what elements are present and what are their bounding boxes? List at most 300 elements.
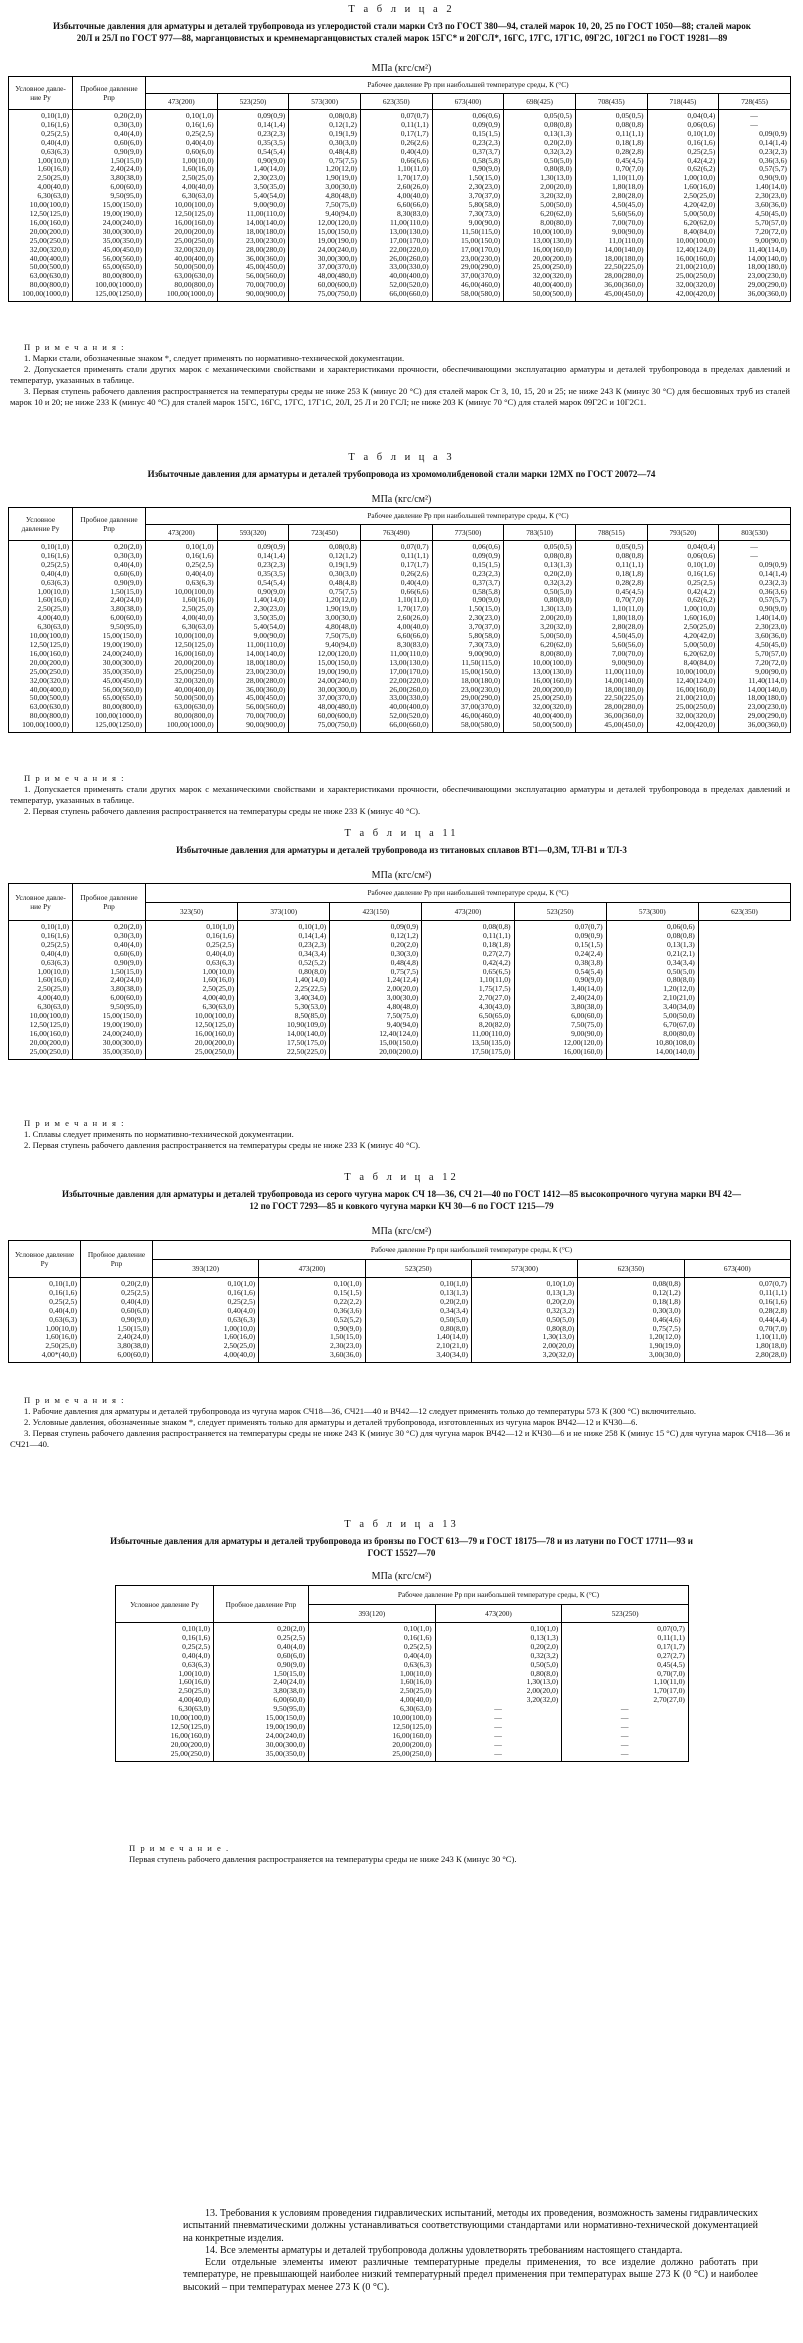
note-item: 3. Первая ступень рабочего давления распространяется на температуры среды не ниже 243 К (минус 30 °С) для чугуна марок ВЧ42—12 и КЧ30—6 и не ниже 258 К (минус 15 °С) для чугуна марок СЧ18—36 и СЧ21—40.: [10, 1428, 790, 1449]
header-temperature: 593(320): [217, 524, 289, 541]
cell-nominal: 25,00(250,0): [9, 1048, 73, 1059]
cell-value: 46,00(460,0): [432, 712, 504, 721]
header-temperature: 393(120): [309, 1604, 436, 1623]
cell-value: 0,09(0,9): [432, 552, 504, 561]
cell-nominal: 2,50(25,0): [9, 1342, 81, 1351]
cell-value: 10,00(100,0): [309, 1714, 436, 1723]
cell-value: 0,14(1,4): [238, 932, 330, 941]
cell-value: 0,14(1,4): [719, 570, 791, 579]
header-working-pressure: Рабочее давление Pр при наибольшей температуре среды, К (°С): [153, 1241, 791, 1260]
cell-nominal: 0,25(2,5): [9, 1298, 81, 1307]
notes-heading: П р и м е ч а н и я :: [24, 773, 126, 783]
cell-value: 40,00(400,0): [504, 712, 576, 721]
cell-value: 0,35(3,5): [217, 570, 289, 579]
cell-value: 0,45(4,5): [575, 588, 647, 597]
cell-nominal: 1,00(10,0): [9, 968, 73, 977]
cell-value: 40,00(400,0): [504, 281, 576, 290]
cell-nominal: 0,16(1,6): [9, 552, 73, 561]
cell-value: 1,70(17,0): [360, 174, 432, 183]
cell-value: 0,09(0,9): [432, 121, 504, 130]
cell-test: 1,50(15,0): [214, 1670, 309, 1679]
cell-value: 0,13(1,3): [365, 1289, 471, 1298]
note-item: 1. Сплавы следует применять по нормативно-технической документации.: [24, 1129, 294, 1139]
cell-value: 11,00(110,0): [360, 219, 432, 228]
cell-value: 32,00(320,0): [146, 246, 218, 255]
cell-value: 7,00(70,0): [575, 650, 647, 659]
cell-value: 0,50(5,0): [435, 1661, 562, 1670]
notes-heading: П р и м е ч а н и е .: [129, 1843, 230, 1853]
cell-nominal: 63,00(630,0): [9, 703, 73, 712]
cell-value: 50,00(500,0): [504, 290, 576, 301]
cell-value: 1,40(14,0): [217, 596, 289, 605]
notes-section: [10, 1395, 790, 1450]
cell-value: 1,24(12,4): [330, 976, 422, 985]
header-test-pressure: Пробное давление Pпр: [73, 77, 146, 110]
header-temperature: 423(150): [330, 902, 422, 921]
header-temperature: 473(200): [435, 1604, 562, 1623]
cell-nominal: 0,25(2,5): [116, 1643, 214, 1652]
cell-value: 18,00(180,0): [217, 659, 289, 668]
cell-value: 9,00(90,0): [432, 650, 504, 659]
cell-test: 19,00(190,0): [73, 641, 146, 650]
cell-nominal: 1,60(16,0): [9, 1333, 81, 1342]
cell-value: 3,50(35,0): [217, 183, 289, 192]
cell-value: 36,00(360,0): [575, 281, 647, 290]
cell-value: 0,10(1,0): [146, 921, 238, 932]
cell-value: 0,90(9,0): [514, 976, 606, 985]
cell-value: 25,00(250,0): [504, 694, 576, 703]
cell-value: 1,50(15,0): [432, 605, 504, 614]
cell-value: 0,12(1,2): [330, 932, 422, 941]
header-temperature: 803(530): [719, 524, 791, 541]
cell-value: 0,13(1,3): [606, 941, 698, 950]
cell-value: 25,00(250,0): [647, 703, 719, 712]
cell-test: 0,20(2,0): [73, 541, 146, 552]
cell-value: 2,30(23,0): [432, 614, 504, 623]
header-test-pressure: Пробное давление Pпр: [73, 508, 146, 541]
cell-value: 0,07(0,7): [684, 1278, 790, 1289]
cell-value: 11,00(110,0): [575, 668, 647, 677]
cell-value: 16,00(160,0): [504, 677, 576, 686]
cell-test: 0,90(9,0): [73, 579, 146, 588]
cell-nominal: 4,00(40,0): [9, 994, 73, 1003]
cell-test: 19,00(190,0): [73, 210, 146, 219]
cell-value: 17,50(175,0): [422, 1048, 514, 1059]
cell-test: 3,80(38,0): [73, 605, 146, 614]
cell-value: 23,00(230,0): [217, 237, 289, 246]
cell-value: 3,70(37,0): [432, 192, 504, 201]
unit-label: МПа (кгс/см²): [371, 494, 432, 505]
cell-value: 2,30(23,0): [217, 605, 289, 614]
cell-value: 0,23(2,3): [217, 561, 289, 570]
cell-test: 0,60(6,0): [73, 139, 146, 148]
table-number: Т а б л и ц а 11: [344, 828, 459, 839]
cell-value: —: [562, 1705, 689, 1714]
final-paragraph: 13. Требования к условиям проведения гидравлических испытаний, методы их проведения, возможность замены гидравлических испытаний пневматическими должны устанавливаться соответствующими стандартами или нормативно-технической документацией на конкретные изделия.: [183, 2208, 758, 2244]
cell-value: 0,08(0,8): [422, 921, 514, 932]
cell-value: 0,11(1,1): [575, 130, 647, 139]
cell-value: —: [562, 1741, 689, 1750]
cell-test: 6,00(60,0): [73, 994, 146, 1003]
cell-value: 0,50(5,0): [504, 588, 576, 597]
cell-value: 0,21(2,1): [606, 950, 698, 959]
cell-test: 2,40(24,0): [214, 1678, 309, 1687]
cell-value: 5,00(50,0): [606, 1012, 698, 1021]
cell-test: 6,00(60,0): [81, 1351, 153, 1362]
cell-value: 8,40(84,0): [647, 228, 719, 237]
cell-value: 0,90(9,0): [432, 596, 504, 605]
cell-value: 5,80(58,0): [432, 201, 504, 210]
cell-value: 0,63(6,3): [309, 1661, 436, 1670]
cell-value: 9,00(90,0): [575, 659, 647, 668]
cell-value: 0,34(3,4): [606, 959, 698, 968]
cell-value: 60,00(600,0): [289, 281, 361, 290]
cell-value: 0,12(1,2): [578, 1289, 684, 1298]
cell-value: 0,32(3,2): [471, 1307, 577, 1316]
cell-value: 6,20(62,0): [504, 210, 576, 219]
cell-value: 0,75(7,5): [289, 588, 361, 597]
cell-value: 0,06(0,6): [647, 121, 719, 130]
cell-value: 1,00(10,0): [647, 174, 719, 183]
cell-value: 17,50(175,0): [238, 1039, 330, 1048]
cell-value: 14,00(140,0): [217, 219, 289, 228]
header-temperature: 623(350): [578, 1259, 684, 1278]
cell-test: 19,00(190,0): [73, 1021, 146, 1030]
header-temperature: 473(200): [146, 524, 218, 541]
header-temperature: 393(120): [153, 1259, 259, 1278]
cell-value: 1,00(10,0): [146, 968, 238, 977]
cell-value: 0,16(1,6): [146, 121, 218, 130]
cell-test: 80,00(800,0): [73, 272, 146, 281]
header-test-pressure: Пробное давление Pпр: [73, 884, 146, 921]
cell-nominal: 4,00*(40,0): [9, 1351, 81, 1362]
cell-value: 22,00(220,0): [360, 677, 432, 686]
cell-value: 0,25(2,5): [146, 130, 218, 139]
cell-test: 6,00(60,0): [73, 614, 146, 623]
cell-test: 125,00(1250,0): [73, 721, 146, 732]
cell-value: 11,0(110,0): [575, 237, 647, 246]
cell-test: 0,90(9,0): [73, 148, 146, 157]
cell-nominal: 0,40(4,0): [9, 1307, 81, 1316]
cell-value: 4,00(40,0): [146, 183, 218, 192]
cell-nominal: 32,00(320,0): [9, 677, 73, 686]
cell-value: 46,00(460,0): [432, 281, 504, 290]
table-row: [9, 721, 791, 732]
cell-value: 32,00(320,0): [647, 281, 719, 290]
cell-value: 30,00(300,0): [289, 686, 361, 695]
header-temperature: 623(350): [698, 902, 790, 921]
notes-heading: П р и м е ч а н и я :: [24, 342, 126, 352]
cell-value: 0,75(7,5): [289, 157, 361, 166]
cell-test: 9,50(95,0): [73, 192, 146, 201]
cell-value: 80,00(800,0): [146, 281, 218, 290]
cell-value: 13,50(135,0): [422, 1039, 514, 1048]
cell-nominal: 0,63(6,3): [9, 959, 73, 968]
cell-value: 0,14(1,4): [719, 139, 791, 148]
cell-value: 0,05(0,5): [504, 541, 576, 552]
header-temperature: 718(445): [647, 93, 719, 110]
cell-nominal: 0,63(6,3): [9, 1316, 81, 1325]
pressure-table: [8, 76, 791, 302]
cell-value: 0,90(9,0): [719, 605, 791, 614]
header-nominal-pressure: Условное давление Pу: [9, 508, 73, 541]
cell-value: 22,50(225,0): [238, 1048, 330, 1059]
cell-value: 0,45(4,5): [575, 157, 647, 166]
cell-value: —: [562, 1723, 689, 1732]
cell-value: 23,00(230,0): [217, 668, 289, 677]
cell-test: 1,50(15,0): [81, 1325, 153, 1334]
cell-value: 0,10(1,0): [309, 1623, 436, 1634]
cell-value: 3,60(36,0): [719, 201, 791, 210]
cell-value: —: [435, 1750, 562, 1761]
cell-value: 19,00(190,0): [289, 237, 361, 246]
cell-value: 26,00(260,0): [360, 255, 432, 264]
cell-value: 0,57(5,7): [719, 165, 791, 174]
cell-value: 23,00(230,0): [432, 255, 504, 264]
cell-value: 0,90(9,0): [719, 174, 791, 183]
cell-value: 20,00(200,0): [146, 228, 218, 237]
final-paragraph: Если отдельные элементы имеют различные температурные пределы применения, то все изделие должно работать при температуре, не превышающей наиболее низкий температурный предел применения при температурах выше 273 К (0 °С) и наиболее высокий – при температурах менее 273 К (0 °С).: [183, 2257, 758, 2293]
notes-heading: П р и м е ч а н и я :: [24, 1118, 126, 1128]
table-title: Избыточные давления для арматуры и деталей трубопровода из бронзы по ГОСТ 613—79 и ГОСТ 18175—78 и из латуни по ГОСТ 17711—93 и ГОСТ 15527—70: [110, 1536, 693, 1558]
final-paragraphs: [183, 2208, 758, 2294]
cell-nominal: 2,50(25,0): [9, 985, 73, 994]
cell-value: 28,00(280,0): [217, 246, 289, 255]
cell-value: 20,00(200,0): [146, 1039, 238, 1048]
header-nominal-pressure: Условное давление Pу: [116, 1586, 214, 1623]
cell-value: 11,50(115,0): [432, 659, 504, 668]
cell-value: 0,16(1,6): [684, 1298, 790, 1307]
cell-value: 40,00(400,0): [146, 255, 218, 264]
cell-value: 3,20(32,0): [504, 623, 576, 632]
cell-value: 7,50(75,0): [330, 1012, 422, 1021]
cell-value: 3,40(34,0): [365, 1351, 471, 1362]
cell-value: 3,00(30,0): [578, 1351, 684, 1362]
cell-value: 70,00(700,0): [217, 281, 289, 290]
cell-value: —: [435, 1705, 562, 1714]
cell-value: 1,90(19,0): [578, 1342, 684, 1351]
cell-nominal: 25,00(250,0): [116, 1750, 214, 1761]
cell-test: 19,00(190,0): [214, 1723, 309, 1732]
cell-value: 45,00(450,0): [575, 290, 647, 301]
cell-value: 0,16(1,6): [146, 552, 218, 561]
cell-value: 0,70(7,0): [575, 165, 647, 174]
cell-value: 12,40(124,0): [330, 1030, 422, 1039]
cell-value: 1,00(10,0): [153, 1325, 259, 1334]
cell-nominal: 100,00(1000,0): [9, 290, 73, 301]
cell-test: 35,00(350,0): [214, 1750, 309, 1761]
cell-test: 24,00(240,0): [73, 219, 146, 228]
cell-nominal: 0,40(4,0): [9, 570, 73, 579]
cell-test: 80,00(800,0): [73, 703, 146, 712]
cell-value: 0,18(1,8): [575, 139, 647, 148]
header-row: [9, 884, 791, 903]
cell-nominal: 16,00(160,0): [9, 219, 73, 228]
cell-value: 3,70(37,0): [432, 623, 504, 632]
cell-test: 2,40(24,0): [73, 165, 146, 174]
cell-value: 8,50(85,0): [238, 1012, 330, 1021]
table-number: Т а б л и ц а 13: [344, 1519, 459, 1530]
cell-value: 22,50(225,0): [575, 263, 647, 272]
cell-value: 18,00(180,0): [719, 263, 791, 272]
cell-value: 2,10(21,0): [606, 994, 698, 1003]
cell-value: 0,08(0,8): [289, 110, 361, 121]
cell-value: 6,60(66,0): [360, 201, 432, 210]
cell-value: 0,50(5,0): [365, 1316, 471, 1325]
header-working-pressure: Рабочее давление Pр при наибольшей температуре среды, К (°С): [146, 884, 791, 903]
cell-test: 35,00(350,0): [73, 237, 146, 246]
cell-test: 30,00(300,0): [73, 659, 146, 668]
cell-value: 7,00(70,0): [575, 219, 647, 228]
cell-test: 2,40(24,0): [73, 976, 146, 985]
cell-value: 0,38(3,8): [514, 959, 606, 968]
cell-value: 2,50(25,0): [146, 985, 238, 994]
cell-value: 0,07(0,7): [514, 921, 606, 932]
cell-nominal: 0,40(4,0): [116, 1652, 214, 1661]
cell-value: 0,08(0,8): [606, 932, 698, 941]
cell-nominal: 4,00(40,0): [9, 614, 73, 623]
cell-value: 0,40(4,0): [146, 950, 238, 959]
cell-value: 14,00(140,0): [719, 255, 791, 264]
cell-value: 0,36(3,6): [719, 588, 791, 597]
cell-value: 1,30(13,0): [435, 1678, 562, 1687]
cell-value: 6,30(63,0): [146, 192, 218, 201]
cell-value: 2,40(24,0): [514, 994, 606, 1003]
cell-value: 0,70(7,0): [684, 1325, 790, 1334]
cell-value: 10,00(100,0): [146, 1012, 238, 1021]
header-temperature: 473(200): [259, 1259, 365, 1278]
cell-value: 1,40(14,0): [719, 614, 791, 623]
cell-value: 0,40(4,0): [309, 1652, 436, 1661]
cell-nominal: 10,00(100,0): [116, 1714, 214, 1723]
cell-nominal: 80,00(800,0): [9, 281, 73, 290]
cell-value: 0,46(4,6): [578, 1316, 684, 1325]
cell-value: 0,13(1,3): [471, 1289, 577, 1298]
cell-value: 1,10(11,0): [575, 605, 647, 614]
cell-value: 0,80(8,0): [365, 1325, 471, 1334]
cell-value: 8,20(82,0): [422, 1021, 514, 1030]
cell-value: 17,00(170,0): [360, 237, 432, 246]
cell-value: 8,40(84,0): [647, 659, 719, 668]
cell-value: 10,80(108,0): [606, 1039, 698, 1048]
cell-nominal: 50,00(500,0): [9, 694, 73, 703]
cell-value: 0,48(4,8): [289, 148, 361, 157]
cell-value: 0,05(0,5): [575, 110, 647, 121]
cell-value: 7,50(75,0): [289, 632, 361, 641]
cell-value: 56,00(560,0): [217, 272, 289, 281]
cell-nominal: 10,00(100,0): [9, 1012, 73, 1021]
notes-section: [10, 773, 790, 817]
cell-value: 0,54(5,4): [514, 968, 606, 977]
header-row: [9, 508, 791, 525]
cell-value: 8,00(80,0): [504, 650, 576, 659]
cell-value: 0,04(0,4): [647, 110, 719, 121]
cell-value: 0,20(2,0): [504, 570, 576, 579]
cell-value: 0,90(9,0): [217, 157, 289, 166]
cell-value: 6,30(63,0): [309, 1705, 436, 1714]
cell-value: 2,80(28,0): [575, 192, 647, 201]
cell-value: 0,08(0,8): [575, 121, 647, 130]
header-temperature: 728(455): [719, 93, 791, 110]
cell-test: 1,50(15,0): [73, 157, 146, 166]
cell-value: 50,00(500,0): [504, 721, 576, 732]
header-temperature: 523(250): [562, 1604, 689, 1623]
cell-value: 0,15(1,5): [259, 1289, 365, 1298]
cell-value: 0,80(8,0): [606, 976, 698, 985]
cell-value: 6,60(66,0): [360, 632, 432, 641]
cell-value: 1,80(18,0): [684, 1342, 790, 1351]
cell-value: 0,23(2,3): [432, 570, 504, 579]
cell-value: 100,00(1000,0): [146, 290, 218, 301]
cell-value: 10,00(100,0): [504, 659, 576, 668]
cell-value: 32,00(320,0): [647, 712, 719, 721]
cell-value: 0,70(7,0): [575, 596, 647, 605]
cell-value: 1,00(10,0): [647, 605, 719, 614]
header-working-pressure: Рабочее давление Pр при наибольшей температуре среды, К (°С): [309, 1586, 689, 1605]
cell-value: 0,16(1,6): [647, 570, 719, 579]
cell-nominal: 0,16(1,6): [9, 121, 73, 130]
cell-nominal: 2,50(25,0): [116, 1687, 214, 1696]
cell-value: 1,10(11,0): [562, 1678, 689, 1687]
cell-value: 0,40(4,0): [146, 139, 218, 148]
header-row: [9, 77, 791, 94]
cell-nominal: 16,00(160,0): [116, 1732, 214, 1741]
table-title: Избыточные давления для арматуры и деталей трубопровода из хромомолибденовой стали марки 12МХ по ГОСТ 20072—74: [147, 469, 656, 479]
cell-value: 48,00(480,0): [289, 703, 361, 712]
header-temperature: 573(300): [289, 93, 361, 110]
cell-value: 1,30(13,0): [504, 174, 576, 183]
cell-test: 3,80(38,0): [214, 1687, 309, 1696]
cell-test: 15,00(150,0): [73, 632, 146, 641]
cell-value: 0,08(0,8): [289, 541, 361, 552]
cell-value: 0,11(1,1): [562, 1634, 689, 1643]
cell-value: 11,50(115,0): [432, 228, 504, 237]
header-temperature: 523(250): [217, 93, 289, 110]
cell-value: 25,00(250,0): [146, 668, 218, 677]
cell-value: 0,62(6,2): [647, 596, 719, 605]
cell-value: 0,37(3,7): [432, 148, 504, 157]
cell-value: 0,13(1,3): [435, 1634, 562, 1643]
cell-value: 3,20(32,0): [504, 192, 576, 201]
cell-value: 1,90(19,0): [289, 174, 361, 183]
cell-value: 0,63(6,3): [153, 1316, 259, 1325]
cell-value: 16,00(160,0): [146, 1030, 238, 1039]
header-nominal-pressure: Условное давле-ние Pу: [9, 77, 73, 110]
cell-value: 1,40(14,0): [514, 985, 606, 994]
cell-value: 37,00(370,0): [432, 272, 504, 281]
cell-value: 14,00(140,0): [575, 246, 647, 255]
cell-value: 1,60(16,0): [146, 596, 218, 605]
cell-value: —: [435, 1732, 562, 1741]
cell-nominal: 16,00(160,0): [9, 1030, 73, 1039]
cell-value: 4,80(48,0): [289, 192, 361, 201]
cell-value: 66,00(660,0): [360, 290, 432, 301]
cell-value: 1,50(15,0): [432, 174, 504, 183]
header-row: [116, 1586, 689, 1605]
cell-value: 10,00(100,0): [146, 588, 218, 597]
cell-value: 0,42(4,2): [422, 959, 514, 968]
cell-value: 12,40(124,0): [647, 246, 719, 255]
cell-test: 24,00(240,0): [214, 1732, 309, 1741]
cell-value: 63,00(630,0): [146, 703, 218, 712]
cell-test: 0,30(3,0): [73, 552, 146, 561]
cell-value: 10,00(100,0): [647, 237, 719, 246]
cell-value: 2,60(26,0): [360, 614, 432, 623]
cell-value: 28,00(280,0): [217, 677, 289, 686]
header-working-pressure: Рабочее давление Pр при наибольшей температуре среды, К (°С): [146, 77, 791, 94]
cell-test: 15,00(150,0): [214, 1714, 309, 1723]
cell-nominal: 10,00(100,0): [9, 632, 73, 641]
